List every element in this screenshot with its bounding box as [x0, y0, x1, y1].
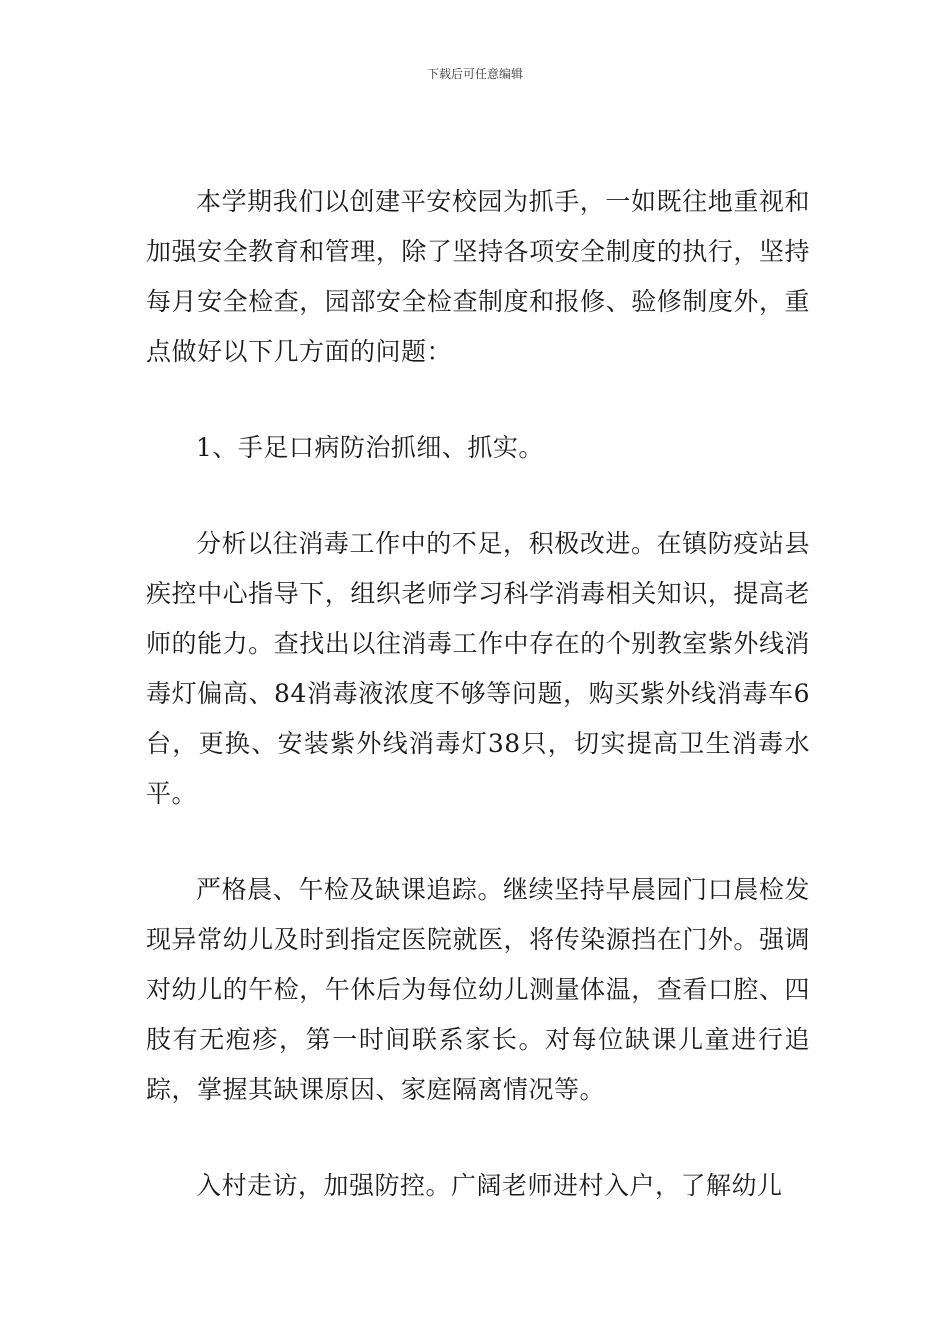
paragraph-health-check: 严格晨、午检及缺课追踪。继续坚持早晨园门口晨检发现异常幼儿及时到指定医院就医，将传染源挡在门外。强调对幼儿的午检，午休后为每位幼儿测量体温，查看口腔、四肢有无疱疹，第一时间联系家长。对每位缺课儿童进行追踪，掌握其缺课原因、家庭隔离情况等。 [146, 875, 810, 1104]
paragraph-village-visit: 入村走访，加强防控。广阔老师进村入户，了解幼儿 [196, 1171, 783, 1200]
document-body [146, 177, 810, 1211]
header-note: 下载后可任意编辑 [426, 67, 523, 81]
paragraph-disinfection: 分析以往消毒工作中的不足，积极改进。在镇防疫站县疾控中心指导下，组织老师学习科学消毒相关知识，提高老师的能力。查找出以往消毒工作中存在的个别教室紫外线消毒灯偏高、84消毒液浓度不够等问题，购买紫外线消毒车6台，更换、安装紫外线消毒灯38只，切实提高卫生消毒水平。 [146, 529, 810, 808]
section-heading: 1、手足口病防治抓细、抓实。 [196, 433, 544, 462]
paragraph-intro: 本学期我们以创建平安校园为抓手，一如既往地重视和加强安全教育和管理，除了坚持各项安全制度的执行，坚持每月安全检查，园部安全检查制度和报修、验修制度外，重点做好以下几方面的问题： [146, 187, 810, 366]
